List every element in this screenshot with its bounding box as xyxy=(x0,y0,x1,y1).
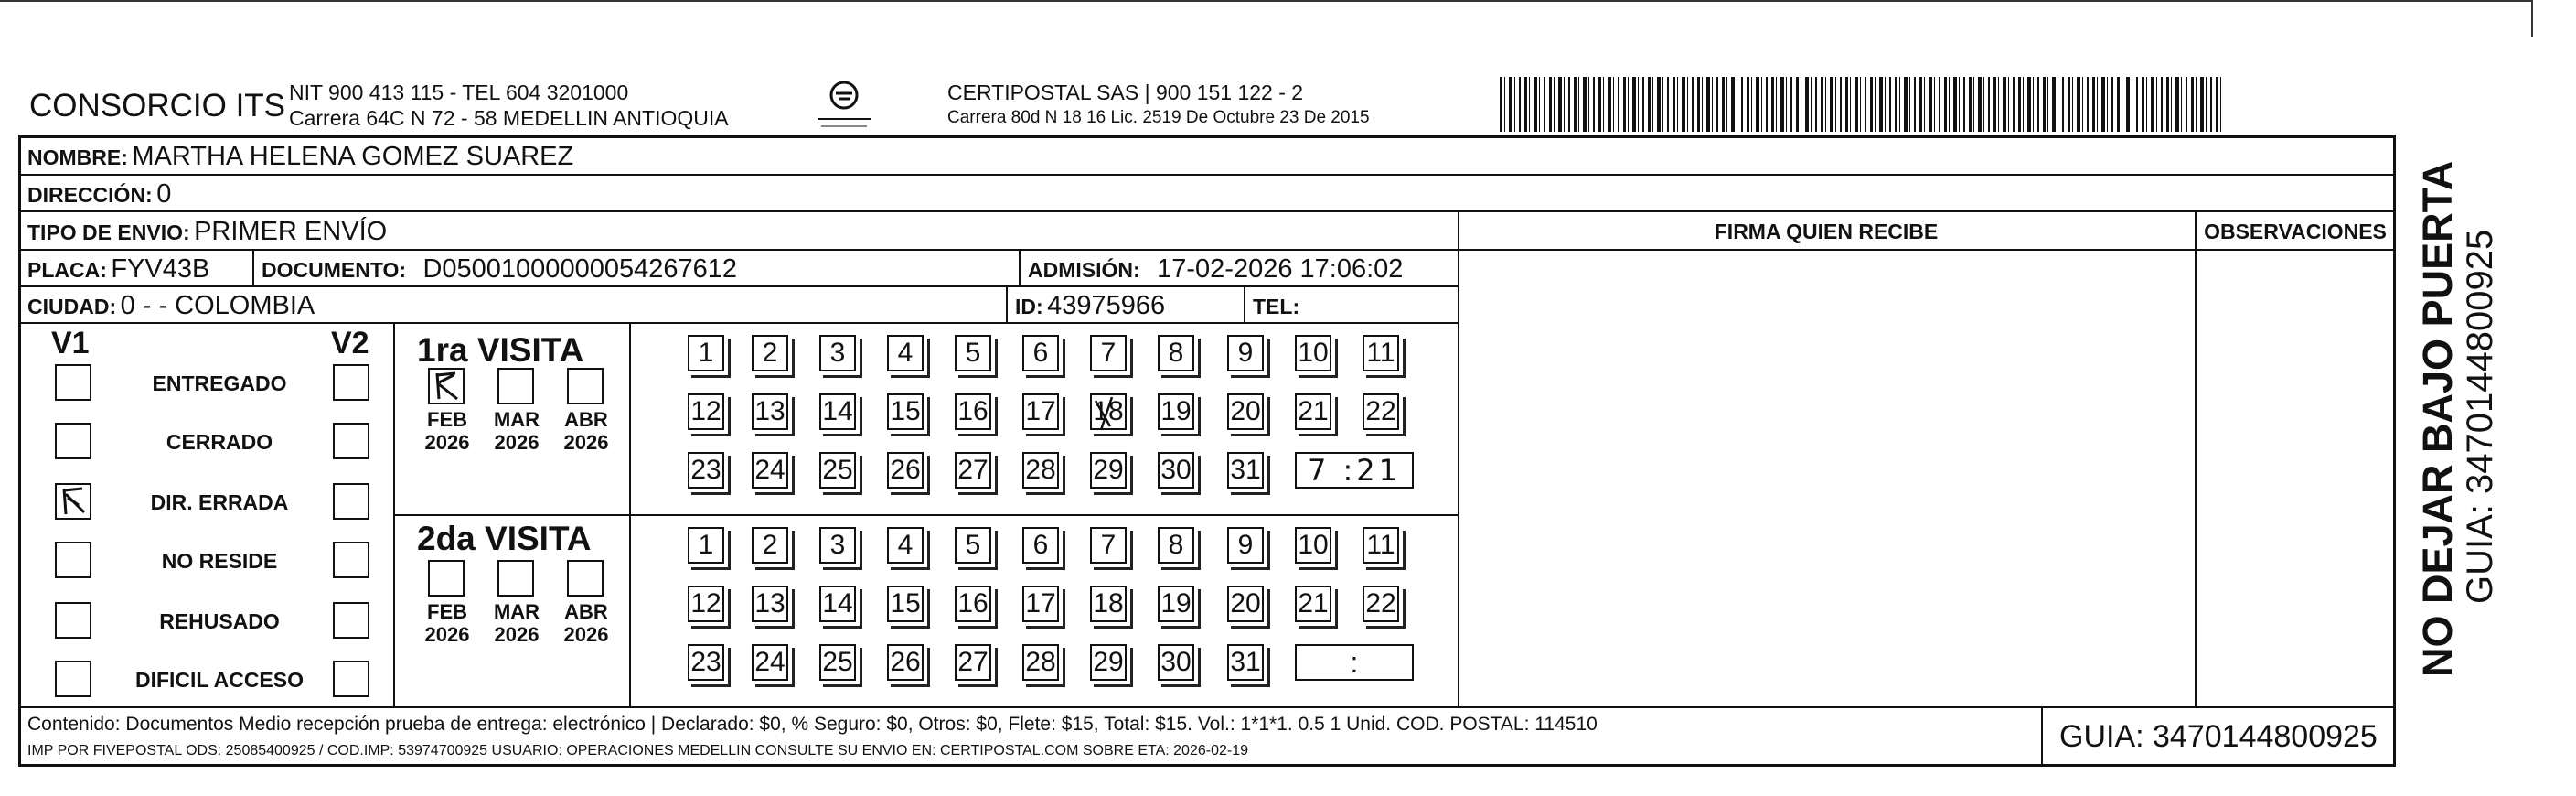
placa-value: FYV43B xyxy=(111,254,210,284)
day-box[interactable]: 22 xyxy=(1363,586,1399,622)
v1-label: V1 xyxy=(51,326,90,360)
nit-line: NIT 900 413 115 - TEL 604 3201000 xyxy=(289,81,629,104)
visit2-month-label: ABR 2026 xyxy=(563,600,609,646)
day-box[interactable]: 9 xyxy=(1227,335,1264,371)
certipostal-sub: Carrera 80d N 18 16 Lic. 2519 De Octubre 23 De 2015 xyxy=(947,108,1370,127)
day-box[interactable]: 10 xyxy=(1295,527,1331,564)
day-box[interactable]: 3 xyxy=(819,527,856,564)
day-box[interactable]: 28 xyxy=(1022,452,1059,489)
visit2-month-checkbox[interactable] xyxy=(497,560,534,597)
day-box[interactable]: 6 xyxy=(1022,527,1059,564)
visit2-time-box[interactable]: : xyxy=(1295,644,1414,681)
day-box[interactable]: 4 xyxy=(887,335,924,371)
admision-value: 17-02-2026 17:06:02 xyxy=(1157,254,1404,284)
ciudad-label: CIUDAD: xyxy=(27,295,117,318)
day-box[interactable]: 27 xyxy=(955,452,991,489)
day-box[interactable]: 25 xyxy=(819,644,856,681)
day-box[interactable]: 24 xyxy=(752,452,788,489)
day-box[interactable]: 6 xyxy=(1022,335,1059,371)
visit1-month-checkbox[interactable] xyxy=(428,368,465,404)
v1-checkbox[interactable] xyxy=(55,423,91,459)
day-box[interactable]: 26 xyxy=(887,452,924,489)
visit1-month-label: FEB 2026 xyxy=(424,408,470,454)
v2-checkbox[interactable] xyxy=(333,423,369,459)
v1-checkbox[interactable] xyxy=(55,364,91,401)
direccion-row xyxy=(27,179,171,210)
day-box[interactable]: 11 xyxy=(1363,527,1399,564)
status-label: CERRADO xyxy=(166,430,273,454)
tipo-label: TIPO DE ENVIO: xyxy=(27,221,190,244)
day-box[interactable]: 14 xyxy=(819,586,856,622)
company-name: CONSORCIO ITS xyxy=(29,88,286,124)
documento-field xyxy=(262,254,737,285)
side-guia xyxy=(2460,220,2500,604)
day-box[interactable]: 8 xyxy=(1158,335,1194,371)
v1-checkbox[interactable] xyxy=(55,542,91,578)
day-box[interactable]: 13 xyxy=(752,393,788,430)
day-box[interactable]: 28 xyxy=(1022,644,1059,681)
documento-label: DOCUMENTO: xyxy=(262,258,407,282)
day-box[interactable]: 13 xyxy=(752,586,788,622)
day-box[interactable]: 22 xyxy=(1363,393,1399,430)
v2-checkbox[interactable] xyxy=(333,542,369,578)
v2-label: V2 xyxy=(331,326,369,360)
day-box[interactable]: 26 xyxy=(887,644,924,681)
tel-field xyxy=(1253,291,1299,321)
day-box[interactable]: 12 xyxy=(688,586,724,622)
day-box[interactable]: 12 xyxy=(688,393,724,430)
visit1-title: 1ra VISITA xyxy=(417,331,584,369)
side-warning-text: NO DEJAR BAJO PUERTA xyxy=(2414,160,2461,677)
status-label: REHUSADO xyxy=(159,609,280,633)
day-box[interactable]: 15 xyxy=(887,586,924,622)
day-box[interactable]: 31 xyxy=(1227,644,1264,681)
footer-contenido: Contenido: Documentos Medio recepción prueba de entrega: electrónico | Declarado: $0, % Seguro: $0, Otros: $0, Flete: $15, Total: $15. Vol.: 1*1*1. 0.5 1 Unid. COD. POSTAL: 114510 xyxy=(27,714,1598,735)
v1-checkbox[interactable] xyxy=(55,483,91,520)
visit2-title: 2da VISITA xyxy=(417,520,592,557)
visit2-month-checkbox[interactable] xyxy=(428,560,465,597)
nombre-label: NOMBRE: xyxy=(27,145,128,169)
day-box[interactable]: 30 xyxy=(1158,452,1194,489)
placa-label: PLACA: xyxy=(27,258,107,282)
documento-value: D05001000000054267612 xyxy=(422,254,737,284)
day-box[interactable]: 9 xyxy=(1227,527,1264,564)
day-box[interactable]: 7 xyxy=(1090,527,1127,564)
v2-checkbox[interactable] xyxy=(333,483,369,520)
day-box[interactable]: 31 xyxy=(1227,452,1264,489)
observaciones-label: OBSERVACIONES xyxy=(2204,220,2387,243)
status-label: ENTREGADO xyxy=(152,371,287,395)
day-box[interactable]: 17 xyxy=(1022,586,1059,622)
visit1-month-label: ABR 2026 xyxy=(563,408,609,454)
v2-checkbox[interactable] xyxy=(333,602,369,639)
side-warning xyxy=(2414,160,2461,677)
day-box[interactable]: 27 xyxy=(955,644,991,681)
scan-edge-right xyxy=(2531,0,2533,37)
ciudad-field xyxy=(27,291,315,321)
tipo-value: PRIMER ENVÍO xyxy=(194,217,388,246)
direccion-label: DIRECCIÓN: xyxy=(27,183,153,207)
firma-label: FIRMA QUIEN RECIBE xyxy=(1714,220,1939,243)
side-guia-text: GUIA: 3470144800925 xyxy=(2460,229,2500,604)
day-box[interactable]: 8 xyxy=(1158,527,1194,564)
footer-guia: GUIA: 3470144800925 xyxy=(2059,719,2378,754)
status-label: NO RESIDE xyxy=(161,549,278,573)
day-box[interactable]: 5 xyxy=(955,527,991,564)
day-box[interactable]: 30 xyxy=(1158,644,1194,681)
day-box[interactable]: 18 xyxy=(1090,586,1127,622)
day-box[interactable]: 14 xyxy=(819,393,856,430)
day-box[interactable]: 25 xyxy=(819,452,856,489)
status-label: DIR. ERRADA xyxy=(150,490,289,514)
ciudad-value: 0 - - COLOMBIA xyxy=(120,291,315,320)
day-box[interactable]: 19 xyxy=(1158,393,1194,430)
v2-checkbox[interactable] xyxy=(333,661,369,697)
certipostal-logo xyxy=(812,79,876,130)
visit2-month-label: MAR 2026 xyxy=(493,600,540,646)
admision-field xyxy=(1028,254,1403,285)
v1-checkbox[interactable] xyxy=(55,661,91,697)
placa-field xyxy=(27,254,209,285)
day-box[interactable]: 1 xyxy=(688,527,724,564)
day-box[interactable]: 1 xyxy=(688,335,724,371)
day-box[interactable]: 20 xyxy=(1227,586,1264,622)
day-box[interactable]: 4 xyxy=(887,527,924,564)
visit1-month-label: MAR 2026 xyxy=(493,408,540,454)
visit2-month-label: FEB 2026 xyxy=(424,600,470,646)
tipo-row xyxy=(27,217,387,247)
id-field xyxy=(1015,291,1165,321)
day-box[interactable]: 2 xyxy=(752,335,788,371)
admision-label: ADMISIÓN: xyxy=(1028,258,1140,282)
v2-checkbox[interactable] xyxy=(333,364,369,401)
direccion-value: 0 xyxy=(156,179,172,209)
tel-label: TEL: xyxy=(1253,295,1300,318)
id-label: ID: xyxy=(1015,295,1043,318)
day-box[interactable]: 23 xyxy=(688,452,724,489)
day-box[interactable]: 29 xyxy=(1090,644,1127,681)
day-box[interactable]: 2 xyxy=(752,527,788,564)
address-line: Carrera 64C N 72 - 58 MEDELLIN ANTIOQUIA xyxy=(289,106,729,130)
certipostal-title: CERTIPOSTAL SAS | 900 151 122 - 2 xyxy=(947,81,1304,104)
visit1-month-checkbox[interactable] xyxy=(567,368,604,404)
day-box[interactable]: 20 xyxy=(1227,393,1264,430)
day-box[interactable]: 17 xyxy=(1022,393,1059,430)
scan-edge xyxy=(0,0,2533,2)
day-box[interactable]: 10 xyxy=(1295,335,1331,371)
day-box[interactable]: 16 xyxy=(955,586,991,622)
day-box[interactable]: 21 xyxy=(1295,586,1331,622)
v1-checkbox[interactable] xyxy=(55,602,91,639)
status-label: DIFICIL ACCESO xyxy=(134,668,304,692)
visit2-month-checkbox[interactable] xyxy=(567,560,604,597)
day-box[interactable]: 21 xyxy=(1295,393,1331,430)
day-box[interactable]: 18 xyxy=(1090,393,1127,430)
day-box[interactable]: 11 xyxy=(1363,335,1399,371)
visit1-month-checkbox[interactable] xyxy=(497,368,534,404)
day-box[interactable]: 16 xyxy=(955,393,991,430)
id-value: 43975966 xyxy=(1047,291,1166,320)
footer-imp: IMP POR FIVEPOSTAL ODS: 25085400925 / COD.IMP: 53974700925 USUARIO: OPERACIONES MEDELLIN CONSULTE SU ENVIO EN: CERTIPOSTAL.COM SOBRE ETA: 2026-02-19 xyxy=(27,743,1248,758)
day-box[interactable]: 15 xyxy=(887,393,924,430)
nombre-value: MARTHA HELENA GOMEZ SUAREZ xyxy=(132,142,574,171)
day-box[interactable]: 19 xyxy=(1158,586,1194,622)
day-box[interactable]: 5 xyxy=(955,335,991,371)
day-box[interactable]: 29 xyxy=(1090,452,1127,489)
visit1-time-box[interactable]: 7 :21 xyxy=(1295,452,1414,489)
barcode xyxy=(1500,77,2222,132)
nombre-row xyxy=(27,142,573,172)
day-box[interactable]: 24 xyxy=(752,644,788,681)
day-box[interactable]: 3 xyxy=(819,335,856,371)
day-box[interactable]: 23 xyxy=(688,644,724,681)
day-box[interactable]: 7 xyxy=(1090,335,1127,371)
